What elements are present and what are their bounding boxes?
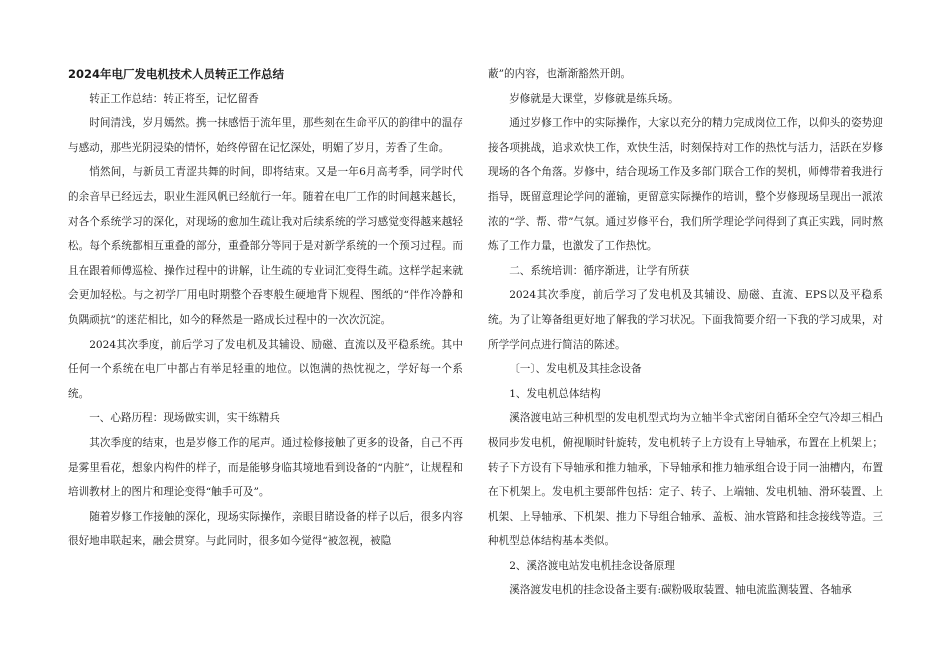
body-paragraph: 溪洛渡电站三种机型的发电机型式均为立轴半伞式密闭自循环全空气冷却三相凸极同步发电机，俯视顺时针旋转，发电机转子上方设有上导轴承，布置在上机架上；转子下方设有下导轴承和推力轴承，下导轴承和推力轴承组合设于同一油槽内，布置在下机架上。发电机主要部件包括：定子、转子、上端轴、发电机轴、滑环装置、上机架、上导轴承、下机架、推力下导组合轴承、盖板、油水管路和挂念接线等造。三种机型总体结构基本类似。 — [488, 412, 883, 548]
body-paragraph: 时间清浅，岁月嫣然。携一抹感悟于流年里，那些刻在生命平仄的韵律中的温存与感动，那些光阴浸染的情怀，始终停留在记忆深处，明媚了岁月，芳香了生命。 — [68, 117, 463, 154]
document-title: 2024年电厂发电机技术人员转正工作总结 — [68, 67, 285, 81]
subtitle-paragraph: 转正工作总结：转正将至，记忆留香 — [89, 92, 259, 105]
body-paragraph: 2024其次季度，前后学习了发电机及其辅设、励磁、直流以及平稳系统。其中任何一个系统在电厂中都占有举足轻重的地位。以饱满的热忱视之，学好每一个系统。 — [68, 338, 463, 400]
body-paragraph: 通过岁修工作中的实际操作，大家以充分的精力完成岗位工作，以仰头的姿势迎接各项挑战，追求欢快工作，欢快生活，时刻保持对工作的热忱与活力，活跃在岁修现场的各个角落。岁修中，结合现场工作及多部门联合工作的契机，师傅带着我进行指导，既留意理论学问的灌输，更留意实际操作的培训，整个岁修现场呈现出一派浓浓的“学、帮、带”气氛。通过岁修平台，我们所学理论学问得到了真正实践，同时熬炼了工作力量，也激发了工作热忱。 — [488, 117, 883, 253]
body-paragraph: 随着岁修工作接触的深化，现场实际操作，亲眼目睹设备的样子以后，很多内容很好地串联起来，融会贯穿。与此同时，很多如今觉得“被忽视，被隐 — [68, 510, 463, 548]
body-paragraph: 其次季度的结束，也是岁修工作的尾声。通过检修接触了更多的设备，自己不再是雾里看花，想象内构件的样子，而是能够身临其境地看到设备的“内脏”，让规程和培训教材上的图片和理论变得“触手可及”。 — [68, 436, 463, 499]
section-heading: 二、系统培训：循序渐进，让学有所获 — [509, 264, 690, 277]
right-column — [488, 62, 883, 603]
body-paragraph: 溪洛渡发电机的挂念设备主要有:碳粉吸取装置、轴电流监测装置、各轴承 — [509, 584, 852, 597]
left-column — [68, 62, 463, 554]
subsection-heading: 2、溪洛渡电站发电机挂念设备原理 — [509, 559, 675, 572]
body-paragraph: 悄然间，与新员工青涩共舞的时间，即将结束。又是一年6月高考季，同学时代的余音早已经远去，职业生涯风帆已经航行一年。随着在电厂工作的时间越来越长，对各个系统学习的深化，对现场的愈加生疏让我对后续系统的学习感觉变得越来越轻松。每个系统都相互重叠的部分，重叠部分等同于是对新学系统的一个预习过程。而且在跟着师傅巡检、操作过程中的讲解，让生疏的专业词汇变得生疏。这样学起来就会更加轻松。与之初学厂用电时期整个吞枣般生硬地背下规程、图纸的“伴作冷静和负隅顽抗”的迷茫相比，如今的释然是一路成长过程中的一次次沉淀。 — [68, 166, 463, 326]
subsection-heading: 〔一〕、发电机及其挂念设备 — [509, 363, 642, 376]
continued-paragraph: 蔽”的内容，也渐渐豁然开朗。 — [488, 68, 632, 80]
body-paragraph: 2024其次季度，前后学习了发电机及其辅设、励磁、直流、EPS以及平稳系统。为了让筹备组更好地了解我的学习状况。下面我简要介绍一下我的学习成果，对所学学问点进行简洁的陈述。 — [488, 289, 883, 351]
body-paragraph: 岁修就是大课堂，岁修就是练兵场。 — [509, 92, 679, 105]
subsection-heading: 1、发电机总体结构 — [509, 387, 601, 400]
section-heading: 一、心路历程：现场做实训，实干练精兵 — [89, 412, 280, 425]
